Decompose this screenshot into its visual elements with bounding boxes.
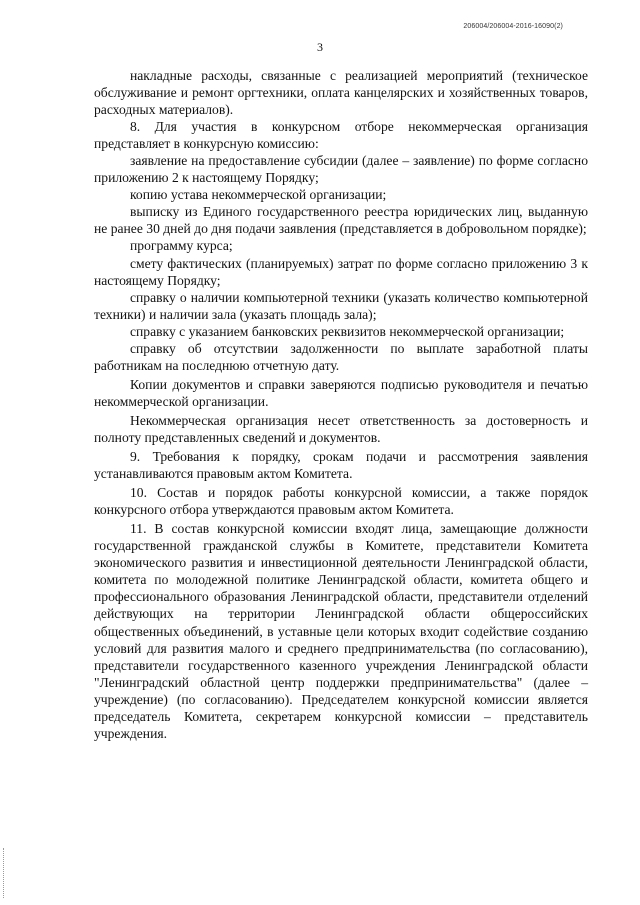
page-number: 3 — [317, 40, 323, 54]
list-item-course-program: программу курса; — [130, 238, 233, 254]
list-item-bank-details: справку с указанием банковских реквизитов некоммерческой организации; — [130, 323, 565, 339]
paragraph-responsibility: Некоммерческая организация несет ответственность за достоверность и полноту представленных сведений и документов. — [94, 412, 588, 445]
paragraph-item-11: 11. В состав конкурсной комиссии входят лица, замещающие должности государственной гражданской службы в Комитете, представители Комитета экономического развития и инвестиционной деятельности Ленинградской области, комитета по молодежной политике Ленинградской области, комитета общего и профессионального образования Ленинградской области, представители отделений действующих на территории Ленинградской области общероссийских общественных объединений, в уставные цели которых входит содействие созданию условий для развития малого и среднего предпринимательства (по согласованию), представители государственного казенного учреждения Ленинградской области "Ленинградский областной центр поддержки предпринимательства" (далее – учреждение) (по согласованию). Председателем конкурсной комиссии является председатель Комитета, секретарем конкурсной комиссии – представитель учреждения. — [94, 521, 588, 741]
paragraph-item-10: 10. Состав и порядок работы конкурсной комиссии, а также порядок конкурсного отбора утверждаются правовым актом Комитета. — [94, 485, 588, 518]
document-registration-number: 206004/206004-2016-16090(2) — [463, 23, 563, 30]
list-item-computer-certificate: справку о наличии компьютерной техники (указать количество компьютерной техники) и наличии зала (указать площадь зала); — [94, 289, 588, 322]
scan-margin-dots — [3, 848, 7, 898]
document-body — [94, 67, 588, 742]
list-item-application: заявление на предоставление субсидии (далее – заявление) по форме согласно приложению 2 к настоящему Порядку; — [94, 153, 588, 186]
paragraph-item-8: 8. Для участия в конкурсном отборе некоммерческая организация представляет в конкурсную комиссию: — [94, 119, 588, 152]
list-item-no-debt-certificate: справку об отсутствии задолженности по выплате заработной платы работникам на последнюю отчетную дату. — [94, 340, 588, 373]
paragraph-item-9: 9. Требования к порядку, срокам подачи и рассмотрения заявления устанавливаются правовым актом Комитета. — [94, 449, 588, 482]
list-item-registry-extract: выписку из Единого государственного реестра юридических лиц, выданную не ранее 30 дней до дня подачи заявления (представляется в добровольном порядке); — [94, 204, 588, 237]
list-item-charter-copy: копию устава некоммерческой организации; — [130, 187, 387, 203]
paragraph-overhead-costs: накладные расходы, связанные с реализацией мероприятий (техническое обслуживание и ремонт оргтехники, оплата канцелярских и хозяйственных товаров, расходных материалов). — [94, 68, 588, 118]
list-item-cost-estimate: смету фактических (планируемых) затрат по форме согласно приложению 3 к настоящему Порядку; — [94, 255, 588, 288]
paragraph-certification: Копии документов и справки заверяются подписью руководителя и печатью некоммерческой организации. — [94, 376, 588, 409]
